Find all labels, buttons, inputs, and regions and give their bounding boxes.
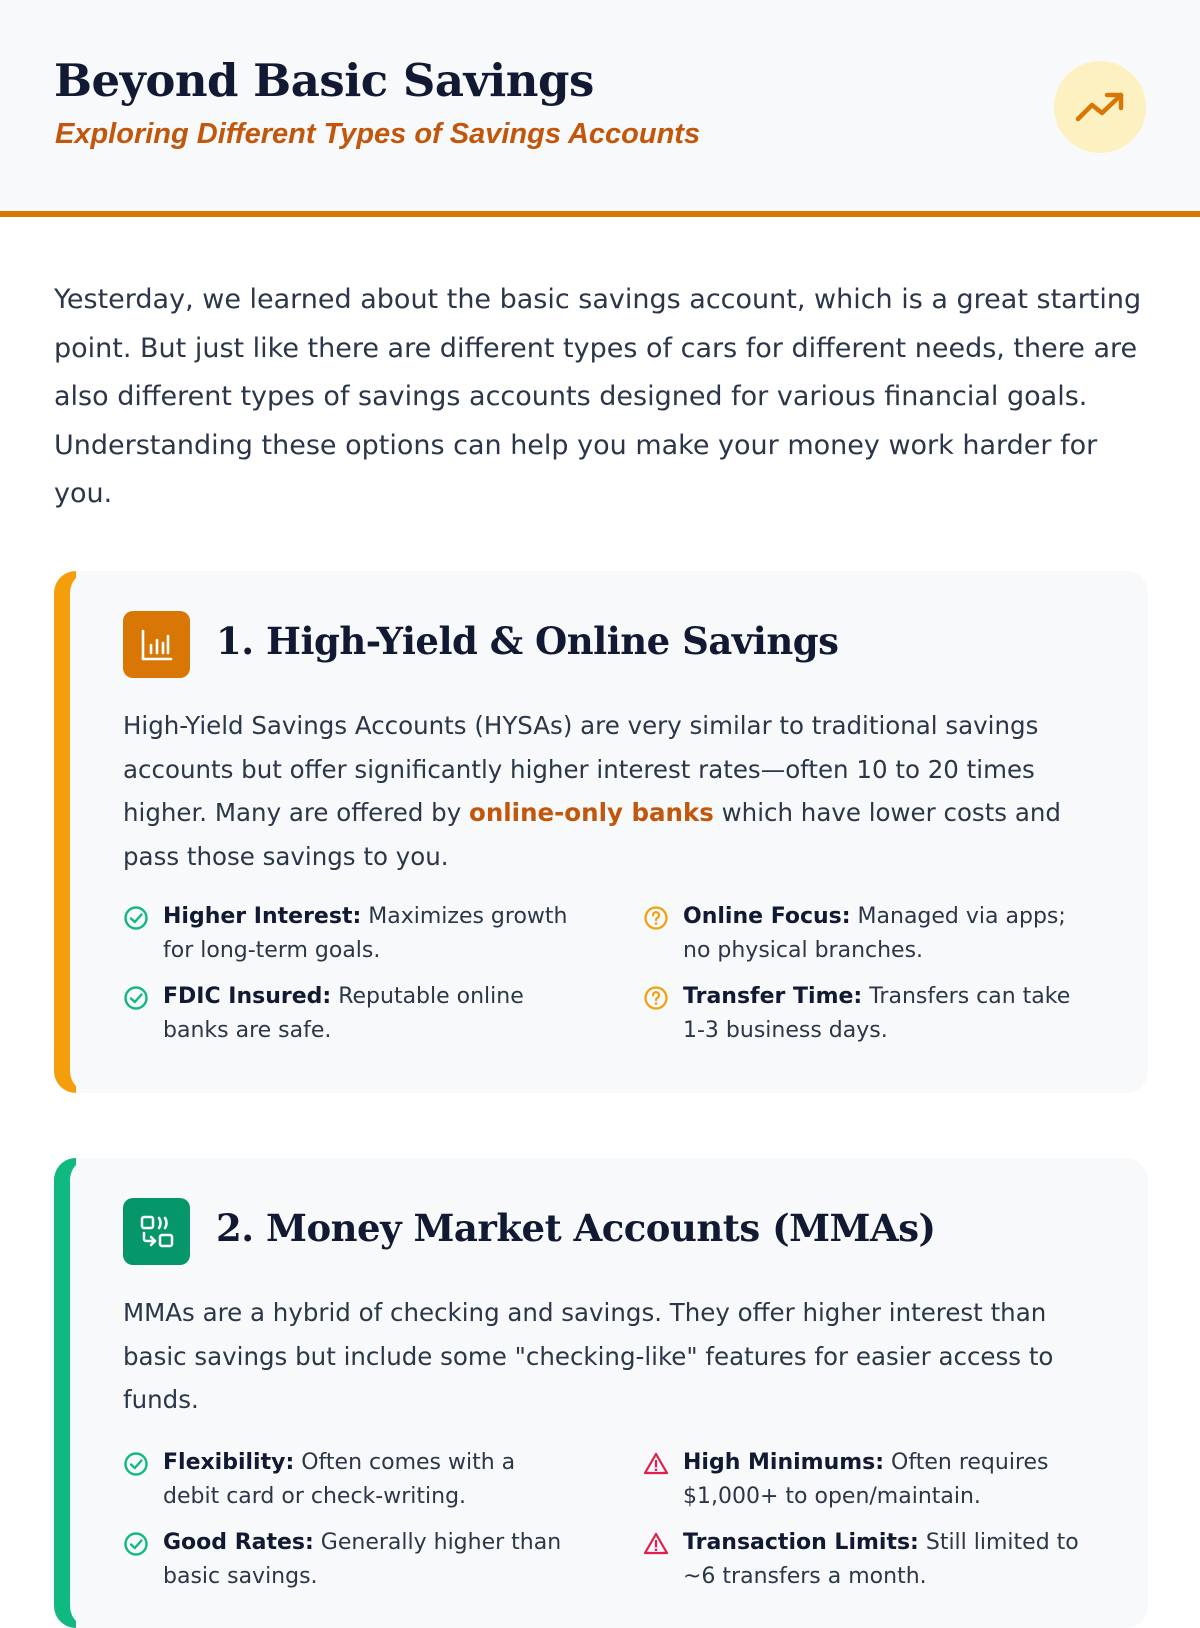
card-description: MMAs are a hybrid of checking and savings. They offer higher interest than basic savings but include some "checking-like" features for easier access to funds. (123, 1298, 1054, 1414)
card-money-market (54, 1158, 1148, 1628)
page-subtitle: Exploring Different Types of Savings Accounts (55, 118, 701, 150)
question-circle-icon (643, 905, 669, 931)
check-circle-icon (123, 985, 149, 1011)
bar-chart-icon (140, 628, 174, 662)
card-icon-box (123, 611, 190, 678)
con-point: Transfer Time: Transfers can take 1-3 business days. (643, 980, 1093, 1047)
pro-point: Higher Interest: Maximizes growth for long-term goals. (123, 900, 573, 967)
page-header (0, 0, 1200, 217)
header-badge (1054, 61, 1146, 153)
card-title: 1. High-Yield & Online Savings (216, 619, 839, 663)
pro-point: FDIC Insured: Reputable online banks are safe. (123, 980, 573, 1047)
pro-point: Flexibility: Often comes with a debit card or check-writing. (123, 1446, 573, 1513)
check-circle-icon (123, 905, 149, 931)
con-point: High Minimums: Often requires $1,000+ to open/maintain. (643, 1446, 1093, 1513)
transfer-icon (139, 1214, 175, 1250)
check-circle-icon (123, 1451, 149, 1477)
pro-point: Good Rates: Generally higher than basic savings. (123, 1526, 573, 1593)
intro-paragraph: Yesterday, we learned about the basic savings account, which is a great starting point. But just like there are different types of cars for different needs, there are also different types of savings accounts designed for various financial goals. Understanding these options can help you make your money work harder for you. (54, 284, 1142, 509)
card-title: 2. Money Market Accounts (MMAs) (216, 1206, 936, 1250)
question-circle-icon (643, 985, 669, 1011)
card-high-yield (54, 571, 1148, 1093)
page-title: Beyond Basic Savings (54, 54, 594, 107)
con-point: Online Focus: Managed via apps; no physical branches. (643, 900, 1093, 967)
warning-triangle-icon (643, 1451, 669, 1477)
card-description: High-Yield Savings Accounts (HYSAs) are very similar to traditional savings accounts but offer significantly higher interest rates—often 10 to 20 times higher. Many are offered by online-only banks which have lower costs and pass those savings to you. (123, 711, 1061, 871)
warning-triangle-icon (643, 1531, 669, 1557)
highlight-text: online-only banks (469, 798, 714, 827)
card-icon-box (123, 1198, 190, 1265)
con-point: Transaction Limits: Still limited to ~6 transfers a month. (643, 1526, 1093, 1593)
check-circle-icon (123, 1531, 149, 1557)
trending-up-icon (1075, 89, 1125, 125)
